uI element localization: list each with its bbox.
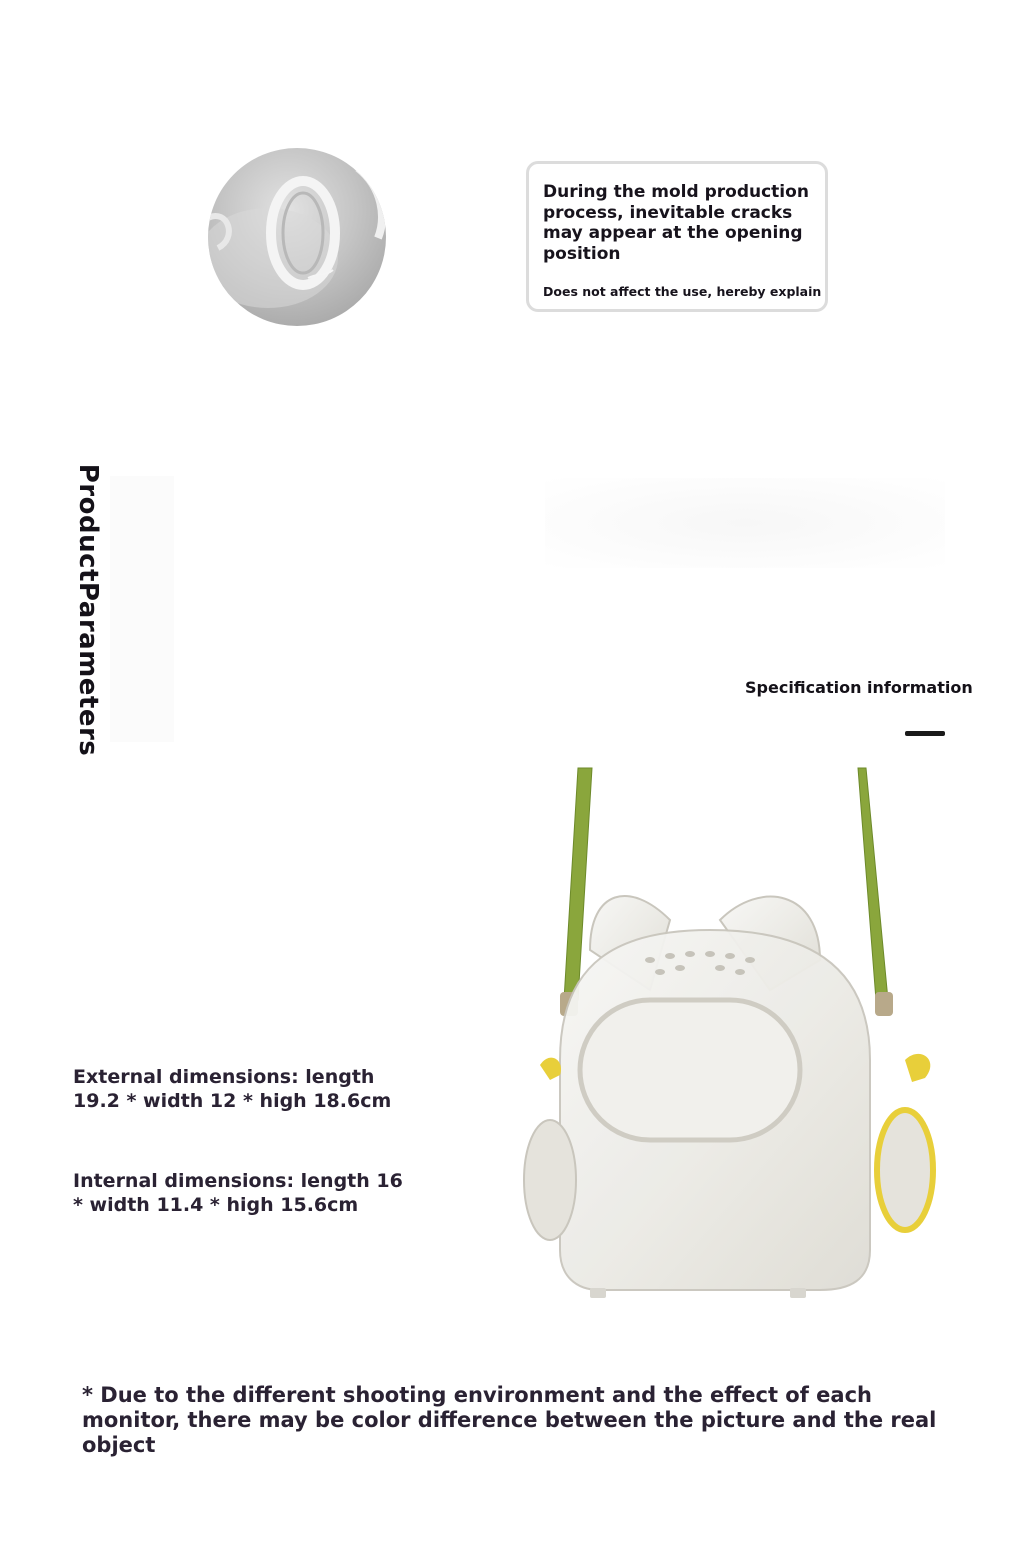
external-dimensions: External dimensions: length 19.2 * width 12 * high 18.6cm (73, 1066, 392, 1112)
mold-note-card (526, 161, 828, 312)
color-disclaimer: * Due to the different shooting environment and the effect of each monitor, there may be color difference between the picture and the real object (82, 1383, 937, 1457)
spec-label: Specification information (745, 678, 973, 697)
mold-note-title: During the mold production process, inevitable cracks may appear at the opening position (543, 182, 809, 264)
section-heading: ProductParameters (73, 463, 103, 757)
mold-crack-closeup-icon (208, 148, 386, 326)
spec-divider (905, 731, 945, 736)
heading-strip (110, 476, 174, 742)
mold-crack-detail-image (208, 148, 386, 326)
pet-carrier-icon (520, 760, 950, 1320)
internal-dimensions: Internal dimensions: length 16 * width 11.4 * high 15.6cm (73, 1170, 403, 1216)
faded-background-area (545, 478, 945, 568)
mold-note-subtitle: Does not affect the use, hereby explain (543, 284, 822, 299)
product-image (520, 760, 950, 1320)
